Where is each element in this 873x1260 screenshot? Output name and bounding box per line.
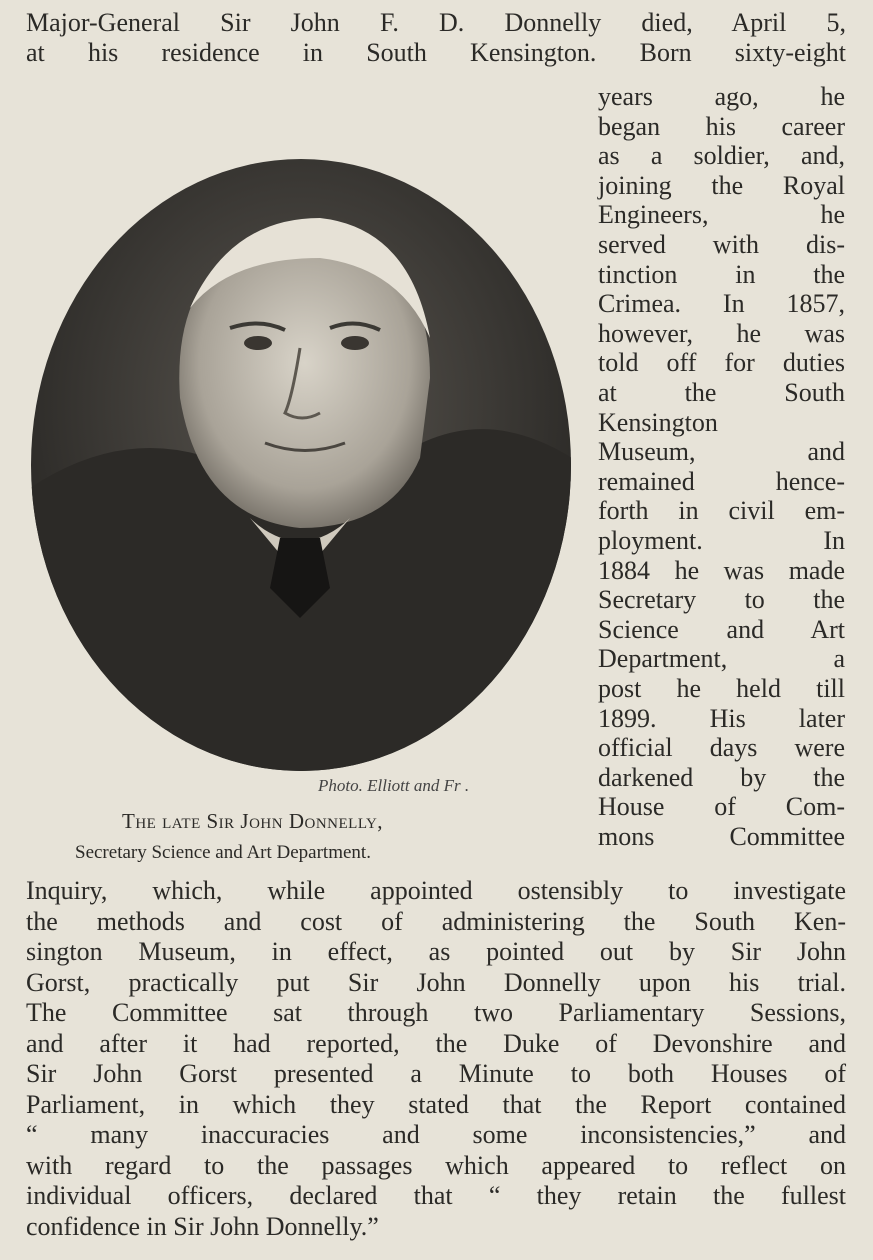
- text-line: Crimea. In 1857,: [598, 289, 845, 319]
- text-line: ployment. In: [598, 526, 845, 555]
- text-line: joining the Royal: [598, 170, 845, 200]
- text-line: however, he was: [598, 318, 845, 348]
- text-line: forth in civil em-: [598, 496, 845, 526]
- text-line: Secretary to the: [598, 585, 845, 615]
- text-line: 1899. His later: [598, 703, 845, 733]
- text-line: the methods and cost of administering the South Ken-: [26, 906, 846, 936]
- text-line: “ many inaccuracies and some inconsistencies,” and: [26, 1120, 846, 1149]
- text-line: tinction in the: [598, 259, 845, 289]
- portrait-photo: [30, 158, 572, 772]
- text-line: post he held till: [598, 674, 845, 703]
- text-line: Inquiry, which, while appointed ostensibly to investigate: [26, 876, 846, 905]
- text-line: Museum, and: [598, 437, 845, 467]
- text-line: confidence in Sir John Donnelly.”: [26, 1211, 379, 1241]
- text-line: with regard to the passages which appeared to reflect on: [26, 1150, 846, 1180]
- text-line: mons Committee: [598, 822, 845, 851]
- text-line: Engineers, he: [598, 200, 845, 230]
- text-line: remained hence-: [598, 466, 845, 496]
- text-line: Sir John Gorst presented a Minute to both Houses of: [26, 1059, 846, 1088]
- text-line: individual officers, declared that “ they retain the fullest: [26, 1181, 846, 1210]
- text-line: Department, a: [598, 644, 845, 674]
- text-line: told off for duties: [598, 348, 845, 378]
- text-line: Gorst, practically put Sir John Donnelly upon his trial.: [26, 967, 846, 997]
- text-line: House of Com-: [598, 792, 845, 822]
- text-line: as a soldier, and,: [598, 141, 845, 171]
- text-line: at the South: [598, 378, 845, 407]
- text-line: Science and Art: [598, 614, 845, 644]
- text-line: Parliament, in which they stated that the Report contained: [26, 1089, 846, 1119]
- text-line: The Committee sat through two Parliamentary Sessions,: [26, 998, 846, 1027]
- text-line: Kensington: [598, 407, 718, 437]
- text-line: began his career: [598, 111, 845, 141]
- text-line: official days were: [598, 733, 845, 763]
- photo-caption-title: The late Sir John Donnelly,: [122, 809, 384, 833]
- text-line: at his residence in South Kensington. Born sixty-eight: [26, 38, 846, 67]
- text-line: served with dis-: [598, 230, 845, 259]
- text-line: darkened by the: [598, 762, 845, 792]
- text-line: years ago, he: [598, 82, 845, 111]
- text-line: and after it had reported, the Duke of Devonshire and: [26, 1028, 846, 1058]
- photo-caption-subtitle: Secretary Science and Art Department.: [75, 842, 371, 863]
- text-line: Major-General Sir John F. D. Donnelly died, April 5,: [26, 8, 846, 37]
- photo-credit: Photo. Elliott and Fr .: [318, 776, 470, 795]
- text-line: sington Museum, in effect, as pointed out by Sir John: [26, 937, 846, 966]
- text-line: 1884 he was made: [598, 555, 845, 585]
